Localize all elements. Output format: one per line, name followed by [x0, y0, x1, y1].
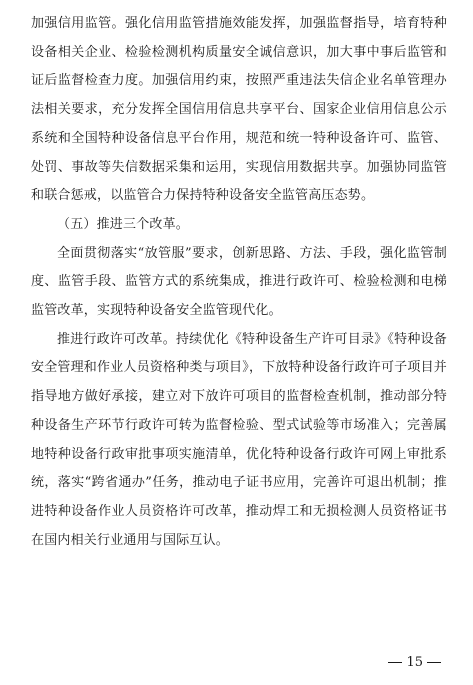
- paragraph-administrative-licensing-reform: 推进行政许可改革。持续优化《特种设备生产许可目录》《特种设备安全管理和作业人员资格种类与项目》，下放特种设备行政许可子项目并指导地方做好承接，建立对下放许可项目的监督检查机制，推动部分特种设备生产环节行政许可转为监督检验、型式试验等市场准入；完善属地特种设备行政审批事项实施清单，优化特种设备行政许可网上审批系统，落实“跨省通办”任务，推动电子证书应用，完善许可退出机制；推进特种设备作业人员资格许可改革，推动焊工和无损检测人员资格证书在国内相关行业通用与国际互认。: [31, 331, 447, 548]
- page-number: 15: [406, 654, 423, 670]
- footer-dash-right: [427, 662, 441, 663]
- section-heading-reforms: （五）推进三个改革。: [57, 216, 190, 232]
- paragraph-credit-supervision: 加强信用监管。强化信用监管措施效能发挥，加强监督指导，培育特种设备相关企业、检验检测机构质量安全诚信意识，加大事中事后监管和证后监督检查力度。加强信用约束，按照严重违法失信企业名单管理办法相关要求，充分发挥全国信用信息共享平台、国家企业信用信息公示系统和全国特种设备信息平台作用，规范和统一特种设备许可、监管、处罚、事故等失信数据采集和运用，实现信用数据共享。加强协同监管和联合惩戒，以监管合力保持特种设备安全监管高压态势。: [31, 16, 447, 204]
- document-body: [31, 10, 447, 555]
- page-footer: [355, 654, 445, 670]
- paragraph-reform-overview: 全面贯彻落实“放管服”要求，创新思路、方法、手段，强化监管制度、监管手段、监管方式的系统集成，推进行政许可、检验检测和电梯监管改革，实现特种设备安全监管现代化。: [31, 245, 447, 319]
- footer-dash-left: [388, 662, 402, 663]
